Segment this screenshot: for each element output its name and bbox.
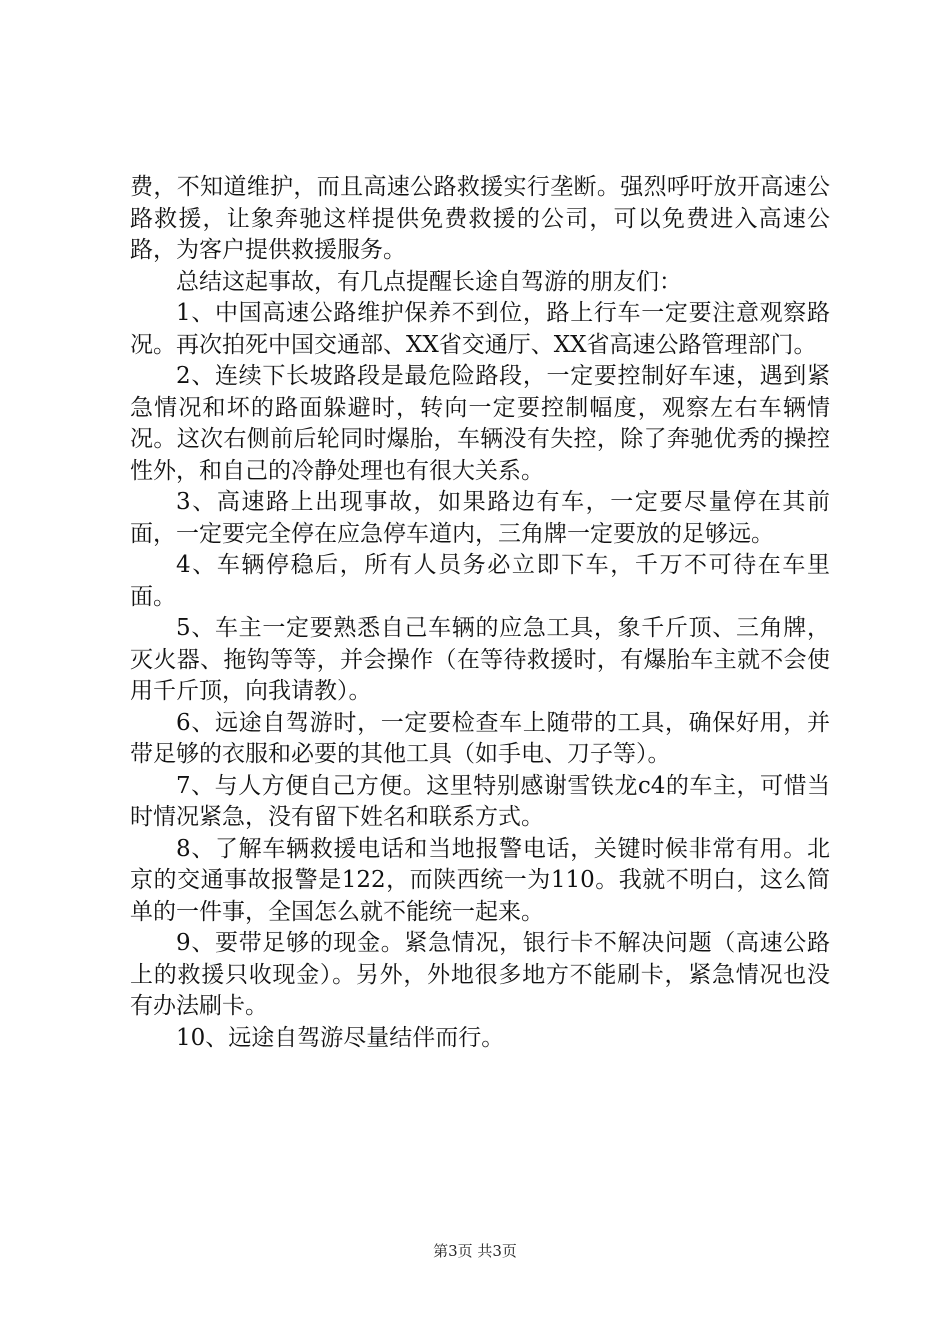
- paragraph-tip-4: 4、车辆停稳后，所有人员务必立即下车，千万不可待在车里面。: [130, 552, 830, 610]
- paragraph-tip-5: 5、车主一定要熟悉自己车辆的应急工具，象千斤顶、三角牌，灭火器、拖钩等等，并会操作（在等待救援时，有爆胎车主就不会使用千斤顶，向我请教）。: [130, 615, 830, 704]
- page-number-footer: 第3页 共3页: [433, 1242, 517, 1260]
- document-body: [130, 172, 830, 1054]
- paragraph-tip-8: 8、了解车辆救援电话和当地报警电话，关键时候非常有用。北京的交通事故报警是122，而陕西统一为110。我就不明白，这么简单的一件事，全国怎么就不能统一起来。: [130, 835, 830, 925]
- paragraph-tip-7: 7、与人方便自己方便。这里特别感谢雪铁龙c4的车主，可惜当时情况紧急，没有留下姓名和联系方式。: [130, 772, 830, 830]
- paragraph-tip-9: 9、要带足够的现金。紧急情况，银行卡不解决问题（高速公路上的救援只收现金）。另外，外地很多地方不能刷卡，紧急情况也没有办法刷卡。: [130, 930, 830, 1019]
- paragraph-tip-1: 1、中国高速公路维护保养不到位，路上行车一定要注意观察路况。再次拍死中国交通部、XX省交通厅、XX省高速公路管理部门。: [130, 300, 830, 358]
- paragraph-tip-6: 6、远途自驾游时，一定要检查车上随带的工具，确保好用，并带足够的衣服和必要的其他工具（如手电、刀子等）。: [130, 709, 830, 767]
- paragraph-tip-10: 10、远途自驾游尽量结伴而行。: [176, 1024, 505, 1051]
- paragraph-tip-2: 2、连续下长坡路段是最危险路段，一定要控制好车速，遇到紧急情况和坏的路面躲避时，转向一定要控制幅度，观察左右车辆情况。这次右侧前后轮同时爆胎，车辆没有失控，除了奔驰优秀的操控性外，和自己的冷静处理也有很大关系。: [130, 363, 830, 484]
- paragraph-continuation: 费，不知道维护，而且高速公路救援实行垄断。强烈呼吁放开高速公路救援，让象奔驰这样提供免费救援的公司，可以免费进入高速公路，为客户提供救援服务。: [130, 174, 830, 263]
- paragraph-summary-intro: 总结这起事故，有几点提醒长途自驾游的朋友们：: [176, 268, 682, 295]
- paragraph-tip-3: 3、高速路上出现事故，如果路边有车，一定要尽量停在其前面，一定要完全停在应急停车道内，三角牌一定要放的足够远。: [130, 489, 830, 547]
